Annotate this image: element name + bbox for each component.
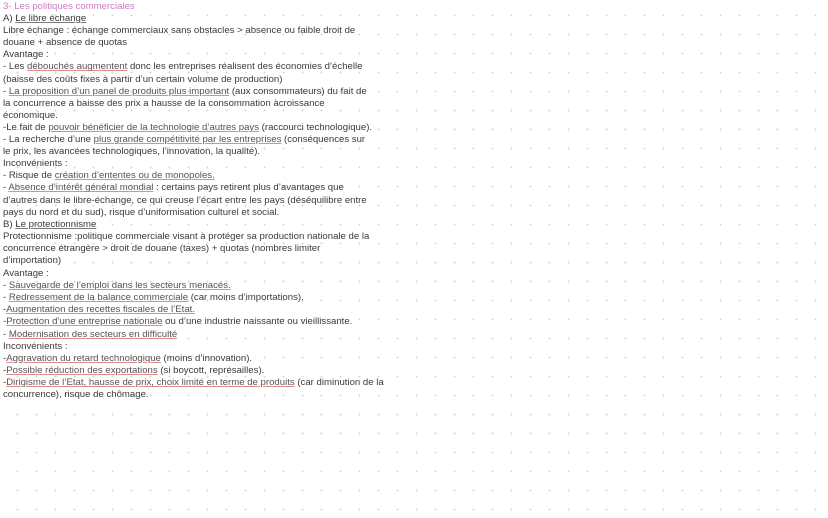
text-run: (car moins d’importations). [188, 292, 304, 304]
disadvantage-item [3, 182, 413, 194]
text-run: - [3, 376, 7, 388]
advantage-item [3, 134, 413, 146]
note-page [3, 1, 413, 401]
disadvantage-continuation: pays du nord et du sud), risque d’uniformisation culturel et social. [3, 206, 280, 218]
heading-libre-echange [3, 13, 413, 25]
highlighted-phrase: Augmentation des recettes fiscales de l’Etat. [6, 304, 195, 316]
highlighted-phrase: Modernisation des secteurs en difficulté [8, 328, 178, 340]
highlighted-phrase: Sauvegarde de l’emploi dans les secteurs menacés. [8, 280, 231, 292]
highlighted-phrase: Redressement de la balance commerciale [8, 292, 189, 304]
text-run: - Les [3, 61, 27, 73]
text-run: -Le fait de [3, 121, 49, 133]
advantage-item [3, 304, 413, 316]
text-run: (moins d’innovation). [160, 352, 253, 364]
section-title: 3- Les politiques commerciales [3, 1, 135, 12]
text-run: - Risque de [3, 170, 55, 182]
heading-text: Le protectionnisme [15, 218, 97, 230]
text-run: - [3, 352, 7, 364]
highlighted-phrase: La proposition d’un panel de produits plus important [8, 85, 230, 97]
highlighted-phrase: Aggravation du retard technologique [6, 352, 161, 364]
text-run: donc les entreprises réalisent des économies d’échelle [127, 61, 363, 73]
heading-prefix: A) [3, 13, 16, 25]
definition-line: Libre échange : échange commerciaux sans obstacles > absence ou faible droit de [3, 25, 356, 37]
advantages-label: Avantage : [3, 268, 49, 280]
heading-text: Le libre échange [15, 13, 87, 25]
disadvantage-continuation: d’autres dans le libre-échange, ce qui creuse l’écart entre les pays (déséquilibre entre [3, 194, 367, 206]
highlighted-phrase: création d’ententes ou de monopoles. [54, 170, 215, 182]
definition-line: concurrence étrangère > droit de douane (taxes) + quotas (nombres limiter [3, 242, 321, 254]
heading-prefix: B) [3, 218, 16, 230]
highlighted-phrase: Possible réduction des exportations [6, 364, 158, 376]
heading-protectionnisme [3, 219, 413, 231]
text-run: - [3, 364, 7, 376]
text-run: - [3, 316, 7, 328]
highlighted-phrase: plus grande compétitivité par les entreprises [93, 134, 282, 146]
advantage-item [3, 329, 413, 341]
text-run: - [3, 280, 9, 292]
highlighted-phrase: débouchés augmentent [27, 61, 128, 73]
definition-line: d’importation) [3, 254, 62, 266]
disadvantages-label: Inconvénients : [3, 158, 68, 170]
text-run: (conséquences sur [281, 134, 366, 146]
disadvantages-label: Inconvénients : [3, 340, 68, 352]
advantage-continuation: le prix, les avancées technologiques, l’innovation, la qualité). [3, 146, 261, 158]
disadvantage-item [3, 365, 413, 377]
highlighted-phrase: Absence d’intérêt général mondial [8, 182, 154, 194]
advantage-continuation: (baisse des coûts fixes à partir d’un certain volume de production) [3, 73, 283, 85]
text-run: - La recherche d’une [3, 134, 94, 146]
text-run: - [3, 85, 9, 97]
advantage-item [3, 86, 413, 98]
text-run: - [3, 182, 9, 194]
disadvantage-item [3, 170, 413, 182]
text-run: - [3, 328, 9, 340]
definition-line: Protectionnisme :politique commerciale visant à protéger sa production nationale de la [3, 230, 370, 242]
highlighted-phrase: pouvoir bénéficier de la technologie d’autres pays [48, 121, 260, 133]
text-run: ou d’une industrie naissante ou vieillissante. [162, 316, 353, 328]
text-run: : certains pays retirent plus d’avantages que [153, 182, 344, 194]
text-run: (si boycott, représailles). [157, 364, 265, 376]
advantages-label: Avantage : [3, 49, 49, 61]
disadvantage-item [3, 353, 413, 365]
advantage-item [3, 292, 413, 304]
advantage-item [3, 122, 413, 134]
text-run: (raccourci technologique). [259, 121, 373, 133]
text-run: (aux consommateurs) du fait de [229, 85, 367, 97]
advantage-item [3, 61, 413, 73]
advantage-continuation: économique. [3, 109, 58, 121]
text-run: (car diminution de la [294, 376, 384, 388]
highlighted-phrase: Protection d’une entreprise nationale [6, 316, 163, 328]
text-run: - [3, 304, 7, 316]
text-run: - [3, 292, 9, 304]
advantage-continuation: la concurrence a baisse des prix a hausse de la consommation àcroissance [3, 97, 325, 109]
highlighted-phrase: Dirigisme de l’Etat, hausse de prix, choix limité en terme de produits [6, 376, 295, 388]
advantage-item [3, 316, 413, 328]
advantage-item [3, 280, 413, 292]
disadvantage-item [3, 377, 413, 389]
definition-line: douane + absence de quotas [3, 37, 128, 49]
disadvantage-continuation: concurrence), risque de chômage. [3, 389, 149, 400]
